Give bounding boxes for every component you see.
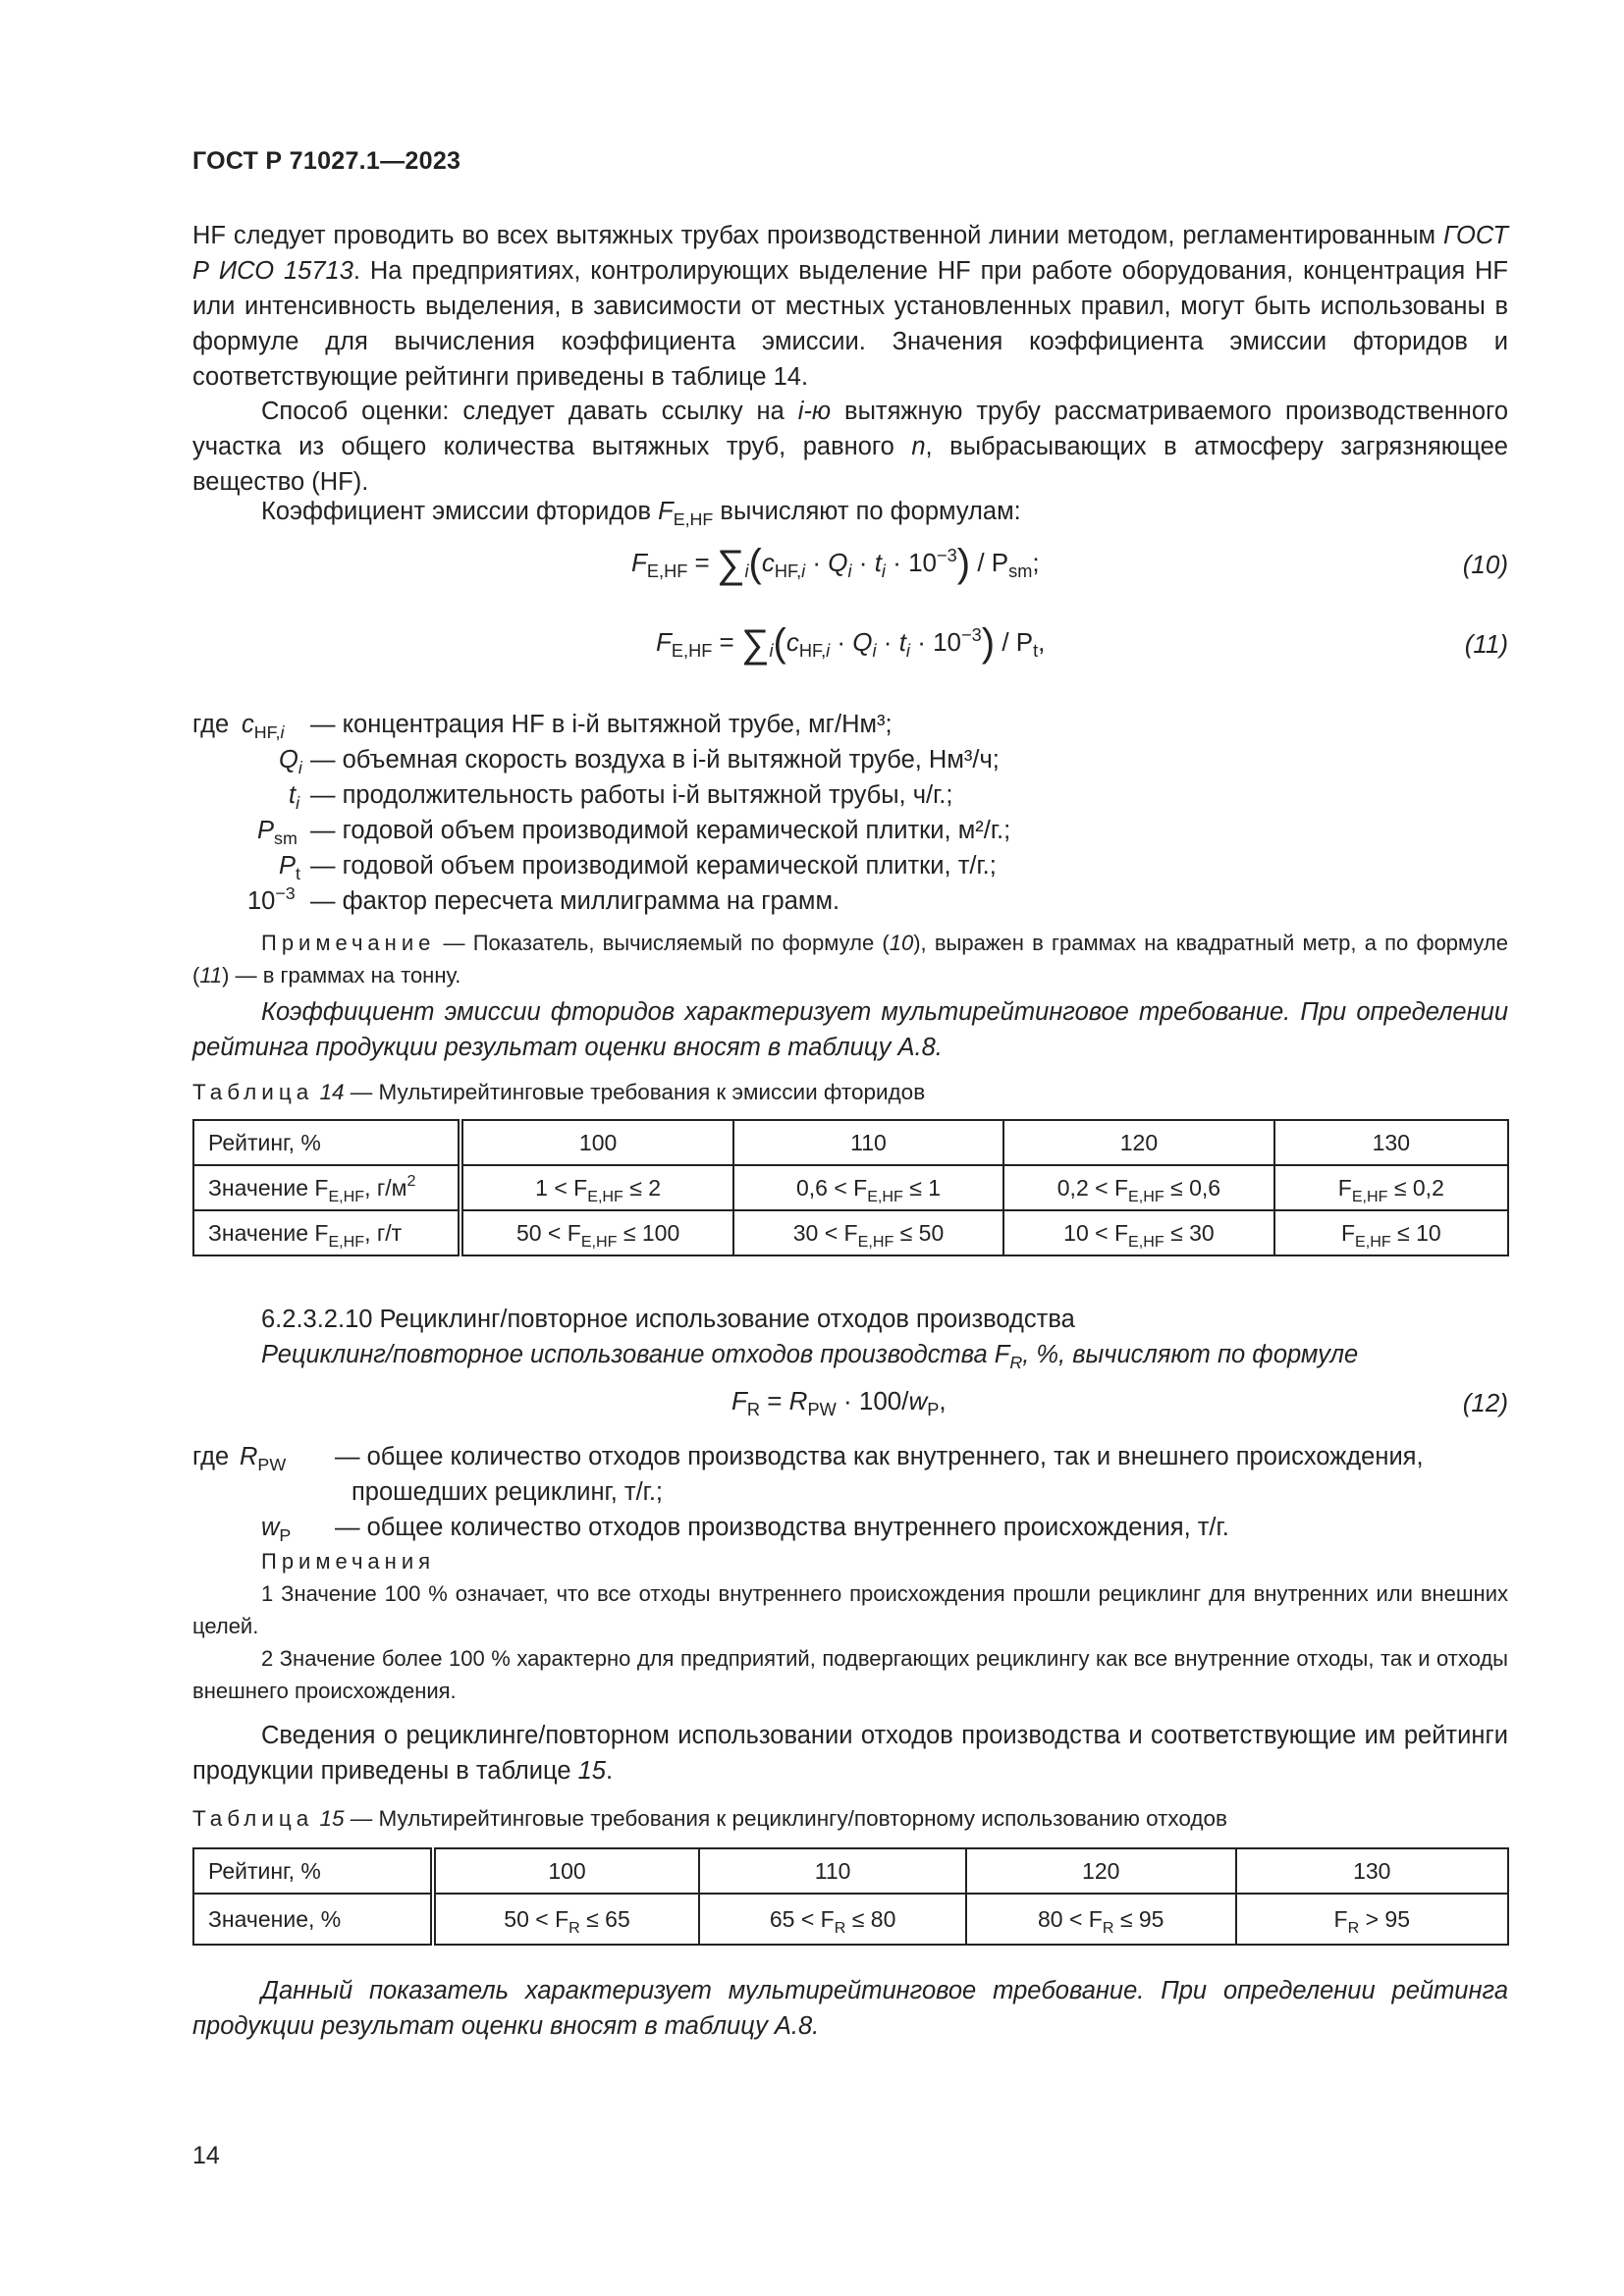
page-number: 14 <box>192 2142 220 2169</box>
text: Коэффициент эмиссии фторидов <box>261 498 659 525</box>
intro-paragraph-3: Коэффициент эмиссии фторидов $F_{E,HF}$ вычисляют по формулам: <box>261 498 1021 529</box>
table-cell: Значение $F_{E,HF}$, $г/м^2$ <box>193 1165 460 1210</box>
text: , выбрасывающих в атмосферу загрязняющее вещество (HF). <box>192 433 1508 496</box>
note-2-1: 1 Значение 100 % означает, что все отходы внутреннего происхождения прошли рециклинг для внутренних или внешних целей. <box>192 1581 1508 1638</box>
var-n: n <box>911 433 926 460</box>
table-cell: 120 <box>1003 1120 1273 1165</box>
text: . На предприятиях, контролирующих выделение HF при работе оборудования, концентрация HF или интенсивность выделения, в зависимости от местных установленных правил, могут быть использованы в формуле для вычисления коэффициента эмиссии. Значения коэффициента эмиссии фторидов и соответствующие рейтинги приведены в таблице 14. <box>192 257 1508 391</box>
definition-text: — фактор пересчета миллиграмма на грамм. <box>310 887 840 915</box>
text: вычисляют по формулам: <box>713 498 1021 525</box>
table-cell: $10 < F_{E,HF} \le 30$ <box>1003 1210 1273 1255</box>
text: вытяжную трубу рассматриваемого производственного участка из общего количества вытяжных труб, равного <box>192 398 1508 460</box>
section-title: 6.2.3.2.10 Рециклинг/повторное использование отходов производства <box>261 1306 1075 1333</box>
definition-row: $P_t$ — годовой объем производимой керамической плитки, т/г.; <box>192 848 1508 883</box>
where-label: где <box>192 711 230 738</box>
definition-row: где $c_{HF,i}$ — концентрация HF в i-й вытяжной трубе, мг/Нм³; <box>192 707 1508 742</box>
note-2-2: 2 Значение более 100 % характерно для предприятий, подвергающих рециклингу как все внутренние отходы, так и отходы внешнего происхождения. <box>192 1646 1508 1703</box>
table-row <box>193 1848 1508 1894</box>
table-cell: 130 <box>1274 1120 1508 1165</box>
definition-row: $Q_i$ — объемная скорость воздуха в i-й вытяжной трубе, Нм³/ч; <box>192 742 1508 777</box>
table-cell: 120 <box>966 1848 1236 1894</box>
definition-row: $P_{sm}$ — годовой объем производимой керамической плитки, м²/г.; <box>192 813 1508 848</box>
table-cell: 110 <box>733 1120 1003 1165</box>
table-cell: 100 <box>433 1848 700 1894</box>
definition-row: $10^{-3}$ — фактор пересчета миллиграмма на грамм. <box>192 883 1508 919</box>
table-cell: $65 < F_R \le 80$ <box>699 1894 966 1945</box>
text: Способ оценки: следует давать ссылку на <box>261 398 798 425</box>
definition-row: $t_i$ — продолжительность работы i-й вытяжной трубы, ч/г.; <box>192 777 1508 813</box>
table-14-caption: Таблица 14 — Мультирейтинговые требования к эмиссии фторидов <box>192 1080 926 1104</box>
italic-paragraph-1: Коэффициент эмиссии фторидов характеризует мультирейтинговое требование. При определении рейтинга продукции результат оценки вносят в таблицу А.8. <box>192 998 1508 1061</box>
formula-10-number: (10) <box>1462 550 1508 579</box>
table-cell: $0,6 < F_{E,HF} \le 1$ <box>733 1165 1003 1210</box>
text: HF следует проводить во всех вытяжных трубах производственной линии методом, регламентированным <box>192 222 1443 249</box>
italic-paragraph-2: Данный показатель характеризует мультирейтинговое требование. При определении рейтинга продукции результат оценки вносят в таблицу А.8. <box>192 1977 1508 2040</box>
table-cell: $30 < F_{E,HF} \le 50$ <box>733 1210 1003 1255</box>
table-row <box>193 1210 1508 1255</box>
table-cell: Значение $F_{E,HF}$, г/т <box>193 1210 460 1255</box>
definitions-list-2 <box>192 1439 1508 1545</box>
intro-paragraph-2 <box>192 394 1508 500</box>
formula-10: $F_{E,HF} = \sum_i(c_{HF,i} \cdot Q_i \cdot t_i \cdot 10^{-3}) / P_{sm}$; <box>631 542 1040 586</box>
formula-12: $F_R = R_{PW} \cdot 100/w_P$, <box>731 1386 947 1419</box>
definition-text: — объемная скорость воздуха в i-й вытяжной трубе, Нм³/ч; <box>310 746 1000 774</box>
table-row <box>193 1165 1508 1210</box>
definition-text: — годовой объем производимой керамической плитки, т/г.; <box>310 852 997 880</box>
definition-row: $w_P$ — общее количество отходов производства внутреннего происхождения, т/г. <box>261 1514 1229 1545</box>
table-cell: $0,2 < F_{E,HF} \le 0,6$ <box>1003 1165 1273 1210</box>
table-14 <box>192 1119 1509 1256</box>
table-15 <box>192 1847 1509 1946</box>
table-cell: $F_{E,HF} \le 0,2$ <box>1274 1165 1508 1210</box>
table-cell: $F_R > 95$ <box>1236 1894 1508 1945</box>
table-15-caption: Таблица 15 — Мультирейтинговые требования к рециклингу/повторному использованию отходов <box>192 1806 1228 1831</box>
index-i: i-ю <box>797 398 832 425</box>
formula-12-number: (12) <box>1462 1388 1508 1417</box>
standard-reference: ГОСТ Р ИСО 15713 <box>192 222 1508 285</box>
table-cell: $80 < F_R \le 95$ <box>966 1894 1236 1945</box>
definition-row: прошедших рециклинг, т/г.; <box>352 1478 664 1506</box>
formula-11-number: (11) <box>1464 629 1508 659</box>
definitions-list-1 <box>192 707 1508 919</box>
document-header: ГОСТ Р 71027.1—2023 <box>192 147 461 175</box>
recycling-paragraph: Сведения о рециклинге/повторном использовании отходов производства и соответствующие им рейтинги продукции приведены в таблице 15. <box>192 1722 1508 1785</box>
table-cell: Значение, % <box>193 1894 433 1945</box>
section-subtitle: Рециклинг/повторное использование отходов производства $F_R$, %, вычисляют по формуле <box>261 1341 1359 1372</box>
note-label: Примечание <box>261 931 436 955</box>
definition-row: где $R_{PW}$ — общее количество отходов производства как внутреннего, так и внешнего происхождения, <box>192 1443 1424 1474</box>
table-cell: Рейтинг, % <box>193 1120 460 1165</box>
table-cell: 110 <box>699 1848 966 1894</box>
table-cell: $50 < F_R \le 65$ <box>433 1894 700 1945</box>
definition-text: — концентрация HF в i-й вытяжной трубе, мг/Нм³; <box>310 711 893 738</box>
table-cell: 130 <box>1236 1848 1508 1894</box>
table-row <box>193 1894 1508 1945</box>
note-1: Примечание — Показатель, вычисляемый по формуле (10), выражен в граммах на квадратный метр, а по формуле (11) — в граммах на тонну. <box>192 931 1509 988</box>
intro-paragraph-1 <box>192 218 1508 395</box>
table-cell: $1 < F_{E,HF} \le 2$ <box>460 1165 732 1210</box>
table-row <box>193 1120 1508 1165</box>
definition-text: — продолжительность работы i-й вытяжной трубы, ч/г.; <box>310 781 953 809</box>
table-cell: $50 < F_{E,HF} \le 100$ <box>460 1210 732 1255</box>
table-cell: $F_{E,HF} \le 10$ <box>1274 1210 1508 1255</box>
table-cell: 100 <box>460 1120 732 1165</box>
definition-text: — годовой объем производимой керамической плитки, м²/г.; <box>310 817 1011 844</box>
table-cell: Рейтинг, % <box>193 1848 433 1894</box>
formula-11: $F_{E,HF} = \sum_i(c_{HF,i} \cdot Q_i \cdot t_i \cdot 10^{-3}) / P_t$, <box>656 621 1046 666</box>
notes-label: Примечания <box>261 1549 436 1574</box>
